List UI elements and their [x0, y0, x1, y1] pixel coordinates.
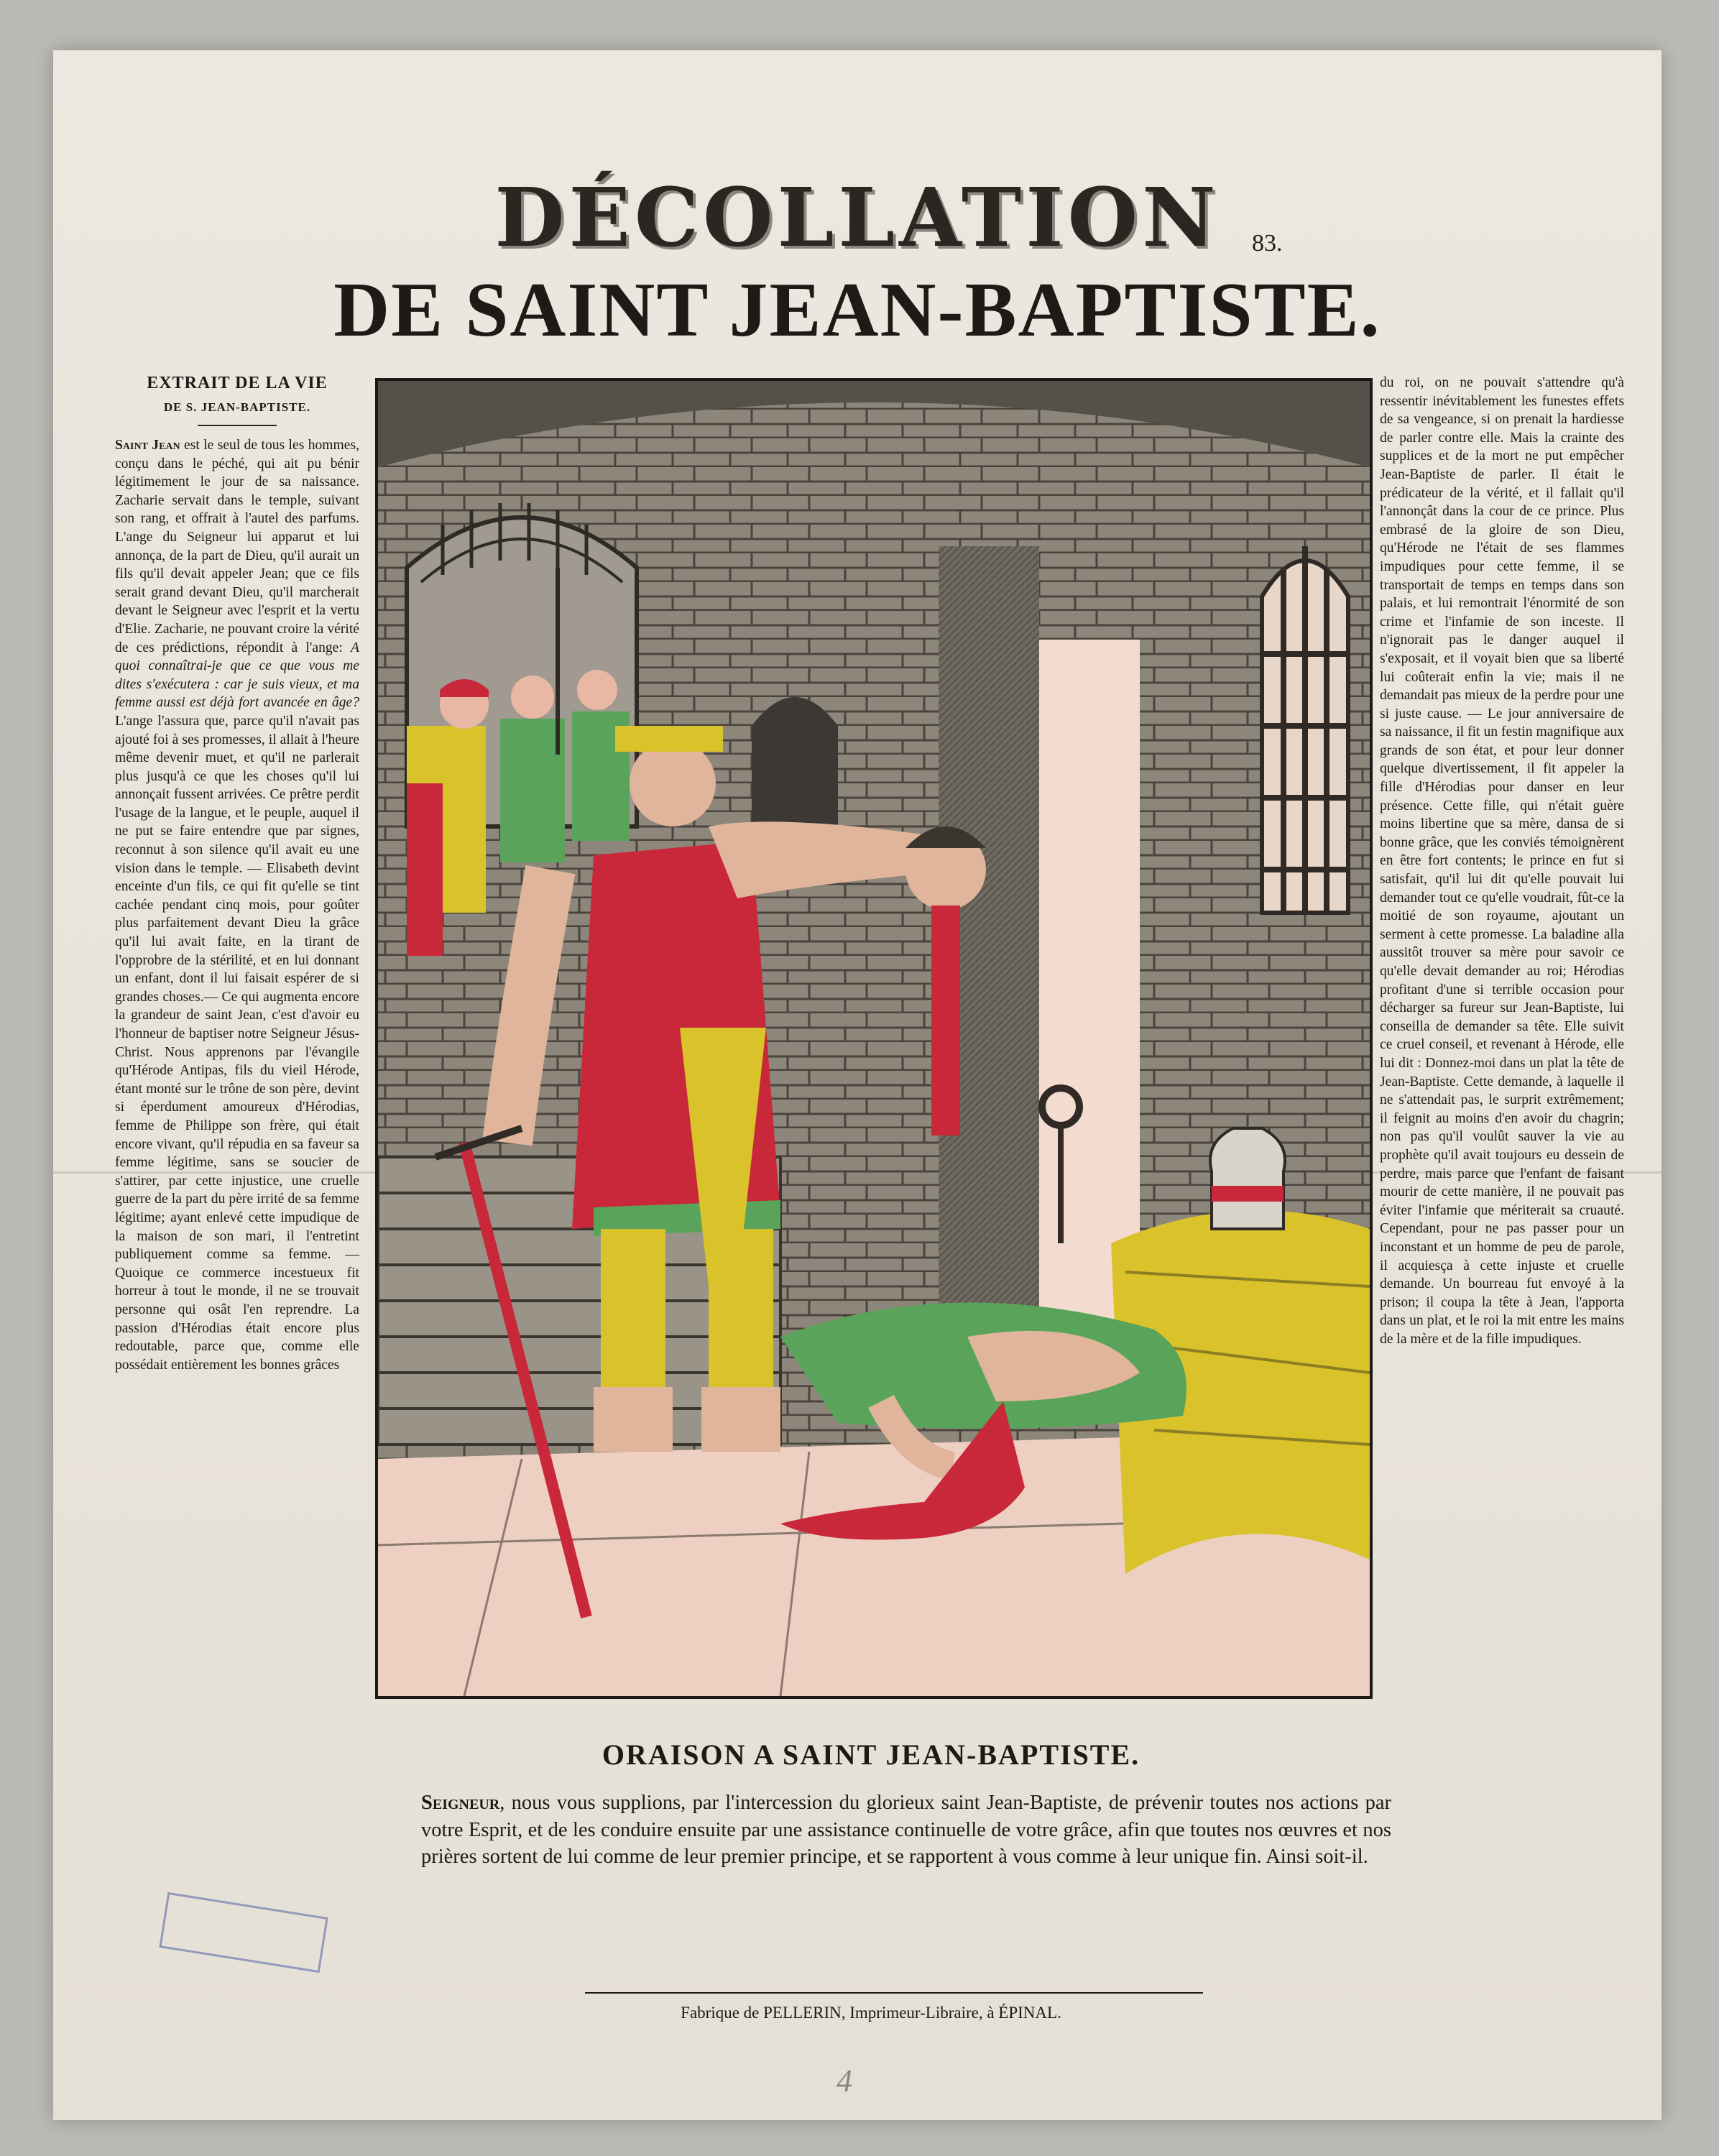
- prayer-body: , nous vous supplions, par l'intercession du glorieux saint Jean-Baptiste, de prévenir toutes nos actions par votre Esprit, et de les conduire ensuite par une assistance continuelle de votre grâce, afin que toutes nos œuvres et nos prières sortent de lui comme de leur premier principe, et se rapportent à vous comme à leur unique fin. Ainsi soit-il.: [421, 1792, 1391, 1868]
- pencil-mark: 4: [837, 2063, 852, 2099]
- prayer-text: [421, 1789, 1391, 1871]
- plate-number: 83.: [1252, 230, 1283, 257]
- left-column-subheading: DE S. JEAN-BAPTISTE.: [163, 400, 311, 414]
- left-column-text: [115, 436, 359, 1374]
- left-text-part-2: L'ange l'assura que, parce qu'il n'avait pas ajouté foi à ses promesses, il allait à l'heure même devenir muet, et qu'il ne parlerait plus jusqu'à ce que les choses qu'il lui annonçait fussent arrivées. Ce prêtre perdit l'usage de la langue, et le peuple, auquel il ne put se faire entendre que par signes, reconnut à son silence qu'il avait eu une vision dans le temple. — Elisabeth devint enceinte d'un fils, ce qui fit qu'elle se tint cachée pendant cinq mois, pour goûter plus parfaitement devant Dieu la grâce qu'il lui avait faite, en la tirant de l'opprobre de la stérilité, et en lui donnant un enfant, dont il lui faisait espérer de si grandes choses.— Ce qui augmenta encore la grandeur de saint Jean, c'est d'avoir eu l'honneur de baptiser notre Seigneur Jésus-Christ. Nous apprenons par l'évangile qu'Hérode Antipas, fils du vieil Hérode, étant monté sur le trône de son père, devint si éperdument amoureux d'Hérodias, femme de Philippe son frère, qui était encore vivant, qu'il répudia en sa faveur sa femme légitime, sans se soucier de s'attirer, par cette injustice, une cruelle guerre de la part du père irrité de sa femme légitime; ayant enlevé cette impudique de la maison de son mari, il l'entretint publiquement comme sa femme. — Quoique ce commerce incestueux fit horreur à tout le monde, il ne se trouvait personne qui osât l'en reprendre. La passion d'Hérodias était encore plus redoutable, parce que, comme elle possédait entièrement les bonnes grâces: [115, 713, 359, 1373]
- right-column: [1380, 374, 1624, 1348]
- prayer-title: ORAISON A SAINT JEAN-BAPTISTE.: [602, 1738, 1140, 1771]
- left-column-heading: EXTRAIT DE LA VIE: [147, 374, 328, 392]
- title-line-1: DÉCOLLATION: [494, 171, 1220, 265]
- title-line-2: DE SAINT JEAN-BAPTISTE.: [333, 267, 1381, 353]
- broadsheet: [53, 50, 1662, 2120]
- woodcut-illustration: [375, 378, 1373, 1699]
- left-column: [115, 374, 359, 1374]
- left-text-quote: A quoi connaîtrai-je que ce que vous me dites s'exécutera : car je suis vieux, et ma femme aussi est déjà fort avancée en âge?: [115, 640, 359, 711]
- column-rule: [198, 425, 277, 426]
- prayer-lead-word: Seigneur: [421, 1792, 500, 1814]
- library-stamp: [159, 1892, 328, 1973]
- lead-word: Saint Jean: [115, 438, 180, 453]
- footer-rule: [585, 1992, 1203, 1994]
- beheading-scene: [378, 381, 1370, 1696]
- left-text-part-1: est le seul de tous les hommes, conçu dans le péché, qui ait pu bénir légitimement le jour de sa naissance. Zacharie servait dans le temple, suivant son rang, et offrait à l'autel des parfums. L'ange du Seigneur lui apparut et lui annonça, de la part de Dieu, qu'il aurait un fils qu'il devait appeler Jean; que ce fils serait grand devant Dieu, qu'il marcherait devant le Seigneur avec l'esprit et la vertu d'Elie. Zacharie, ne pouvant croire la vérité de ces prédictions, répondit à l'ange:: [115, 438, 359, 655]
- imprint-line: Fabrique de PELLERIN, Imprimeur-Libraire, à ÉPINAL.: [681, 2004, 1061, 2022]
- right-column-text: du roi, on ne pouvait s'attendre qu'à ressentir inévitablement les funestes effets de sa vengeance, si on prenait la hardiesse de parler contre elle. Mais la crainte des supplices et de la mort ne put empêcher Jean-Baptiste de parler. Il était le prédicateur de la vérité, et il fallait qu'il l'annonçât dans la cour de ce prince. Plus embrasé de la gloire de son Dieu, qu'Hérode ne l'était de ses flammes impudiques pour cette femme, il se transportait de temps en temps dans son palais, et lui remontrait l'énormité de son crime et l'infamie de son inceste. Il n'ignorait pas le danger auquel il s'exposait, et il voyait bien que sa liberté lui coûterait enfin la vie; mais il ne demandait pas mieux de la perdre pour une si juste cause. — Le jour anniversaire de sa naissance, il fit un festin magnifique aux grands de son état, et pour leur donner quelque divertissement, il fit appeler la fille d'Hérodias pour danser en leur présence. Cette fille, qui n'était guère moins libertine que sa mère, dansa de si bonne grâce, que les conviés témoignèrent en être fort contents; le prince en fut si satisfait, qu'il lui dit qu'elle pouvait lui demander tout ce qu'elle voudrait, fût-ce la moitié de son royaume, ajoutant un serment à cette promesse. La baladine alla aussitôt trouver sa mère pour savoir ce qu'elle devait demander au roi; Hérodias profitant d'une si terrible occasion pour décharger sa fureur sur Jean-Baptiste, lui conseilla de demander sa tête. Elle suivit ce cruel conseil, et revenant à Hérode, elle lui dit : Donnez-moi dans un plat la tête de Jean-Baptiste. Cette demande, à laquelle il ne s'attendait pas, le surprit extrêmement; il feignit au moins d'en avoir du chagrin; non pas qu'il voulût sauver la vie au prophète qu'il avait toujours eu dessein de perdre, mais parce que l'enfant de faisant mourir de cette manière, il ne pouvait pas éviter l'infamie que mériterait sa cruauté. Cependant, pour ne pas passer pour un inconstant et un homme de peu de parole, il acquiesça à cette injuste et cruelle demande. Un bourreau fut envoyé à la prison; il coupa la tête à Jean, l'apporta dans un plat, et le roi la mit entre les mains de la mère et de la fille impudiques.: [1380, 375, 1624, 1347]
